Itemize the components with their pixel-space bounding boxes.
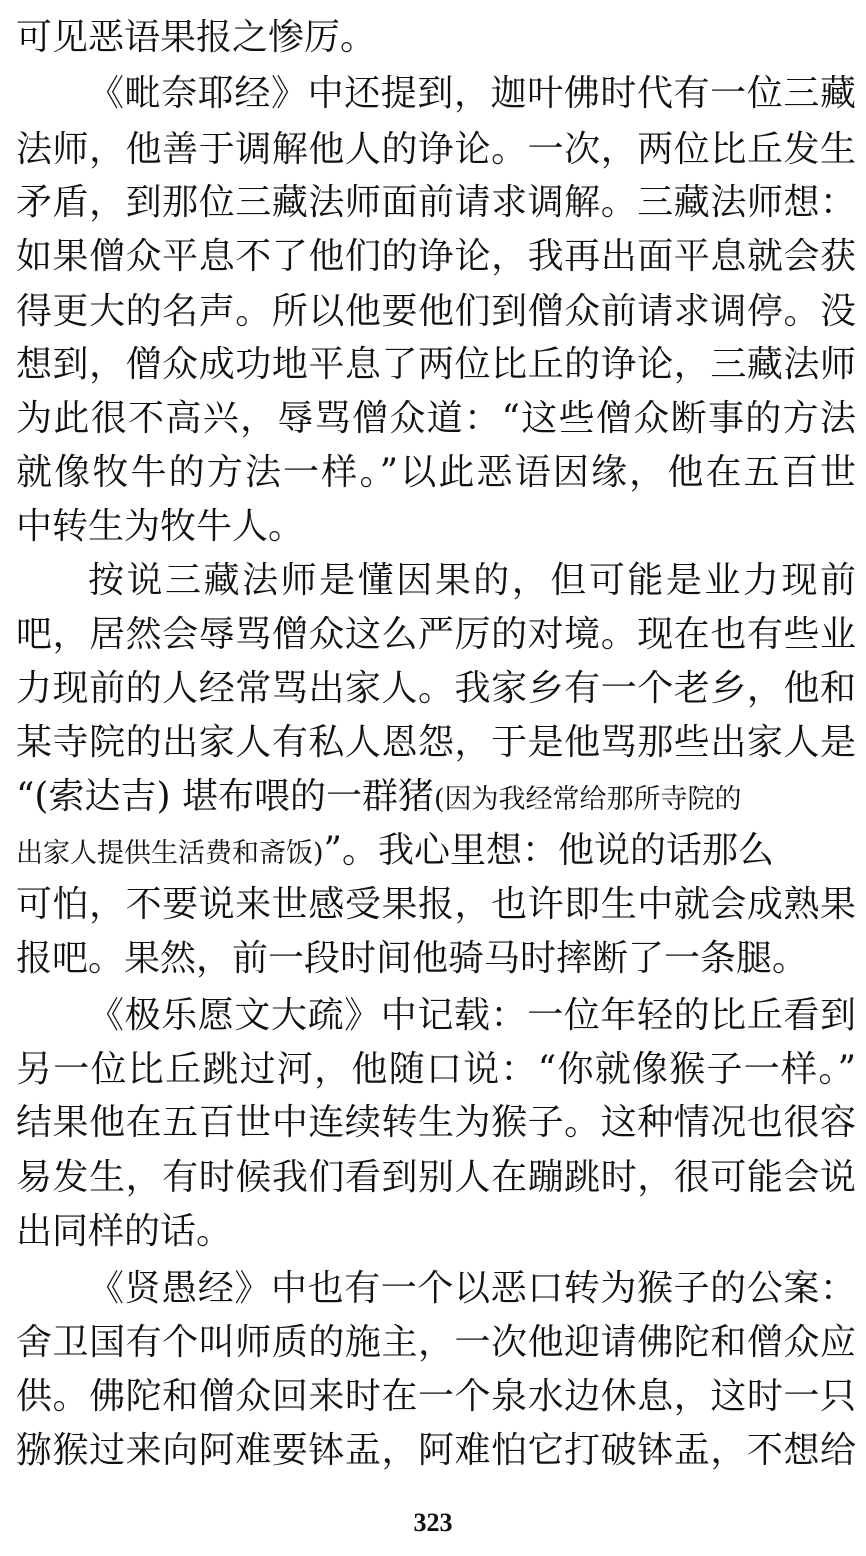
- text-line: 结果他在五百世中连续转生为猴子。这种情况也很容: [16, 1102, 856, 1143]
- text-line: 另一位比丘跳过河，他随口说：“你就像猴子一样。”: [16, 1049, 856, 1090]
- text-line: 中转生为牧牛人。: [16, 506, 305, 547]
- line-main-text: ”。我心里想：他说的话那么: [323, 830, 774, 871]
- text-line: 《毗奈耶经》中还提到，迦叶佛时代有一位三藏: [88, 73, 856, 114]
- text-line: 可见恶语果报之惨厉。: [16, 17, 377, 58]
- text-line: 力现前的人经常骂出家人。我家乡有一个老乡，他和: [16, 668, 856, 709]
- text-line: 报吧。果然，前一段时间他骑马时摔断了一条腿。: [16, 938, 809, 979]
- text-line: 舍卫国有个叫师质的施主，一次他迎请佛陀和僧众应: [16, 1322, 856, 1363]
- text-line: 法师，他善于调解他人的诤论。一次，两位比丘发生: [16, 129, 856, 170]
- text-line: 矛盾，到那位三藏法师面前请求调解。三藏法师想：: [16, 182, 856, 223]
- text-line: 《极乐愿文大疏》中记载：一位年轻的比丘看到: [88, 995, 856, 1036]
- text-line: 如果僧众平息不了他们的诤论，我再出面平息就会获: [16, 236, 856, 277]
- text-line: 为此很不高兴，辱骂僧众道：“这些僧众断事的方法: [16, 398, 856, 439]
- page-number: 323: [413, 1508, 453, 1537]
- text-line: 可怕，不要说来世感受果报，也许即生中就会成熟果: [16, 884, 856, 925]
- footnote-text: (因为我经常给那所寺院的: [433, 784, 742, 815]
- text-line: [16, 823, 856, 879]
- text-line: 就像牧牛的方法一样。”以此恶语因缘，他在五百世: [16, 452, 856, 493]
- text-line: 出同样的话。: [16, 1211, 233, 1252]
- text-line: 按说三藏法师是懂因果的，但可能是业力现前: [88, 560, 856, 601]
- text-line: [16, 769, 856, 825]
- text-line: 某寺院的出家人有私人恩怨，于是他骂那些出家人是: [16, 722, 856, 763]
- text-line: 猕猴过来向阿难要钵盂，阿难怕它打破钵盂，不想给: [16, 1430, 856, 1471]
- text-line: 易发生，有时候我们看到别人在蹦跳时，很可能会说: [16, 1157, 856, 1198]
- text-line: 得更大的名声。所以他要他们到僧众前请求调停。没: [16, 291, 856, 332]
- text-line: 吧，居然会辱骂僧众这么严厉的对境。现在也有些业: [16, 614, 856, 655]
- line-main-text: “(索达吉) 堪布喂的一群猪: [16, 776, 434, 817]
- text-line: 供。佛陀和僧众回来时在一个泉水边休息，这时一只: [16, 1376, 856, 1417]
- footnote-text: 出家人提供生活费和斋饭): [16, 838, 324, 869]
- text-line: 《贤愚经》中也有一个以恶口转为猴子的公案：: [88, 1268, 856, 1309]
- text-line: 想到，僧众成功地平息了两位比丘的诤论，三藏法师: [16, 344, 856, 385]
